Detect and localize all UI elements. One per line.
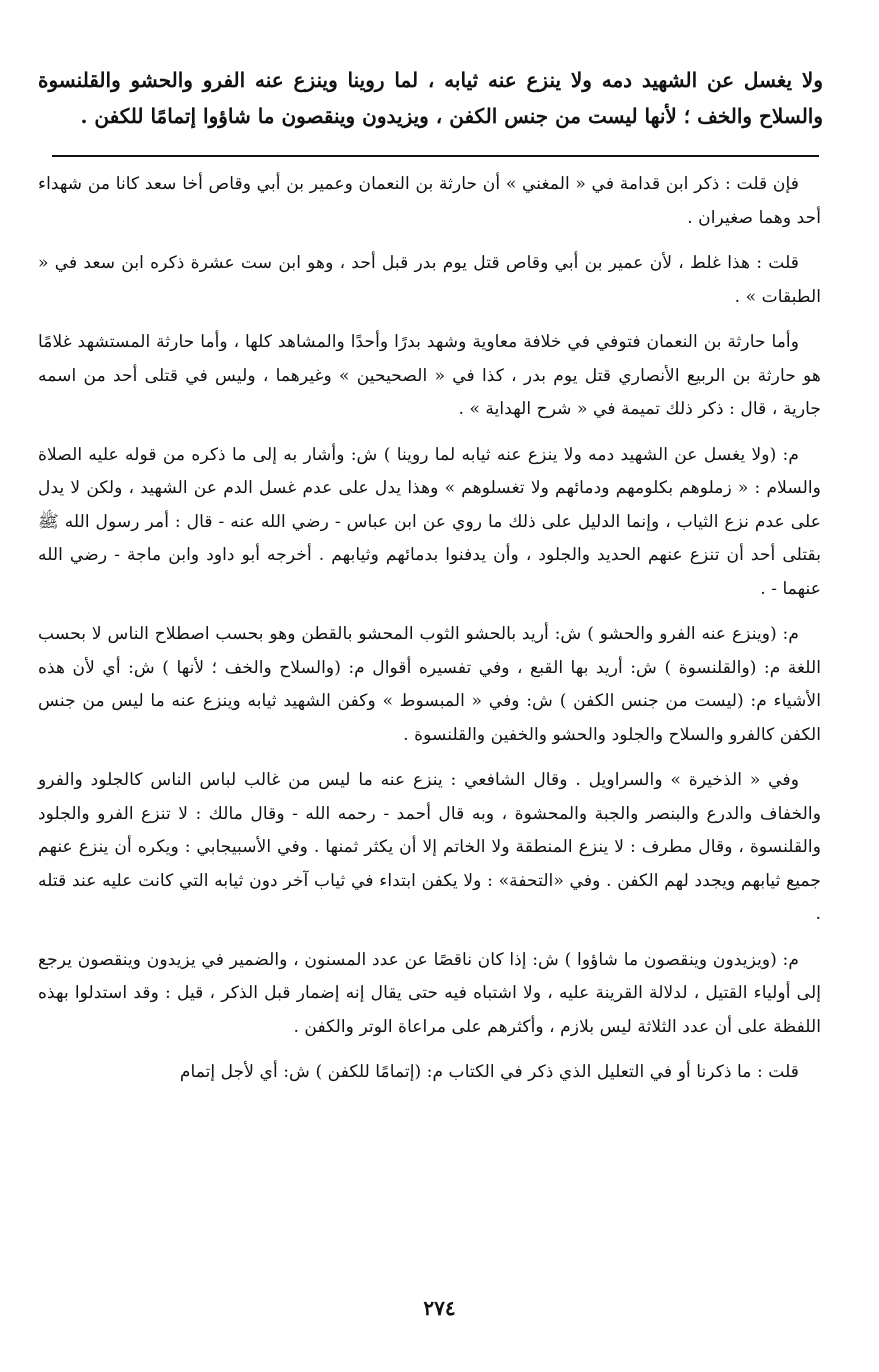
paragraph-5: م: (وينزع عنه الفرو والحشو ) ش: أريد بالحشو الثوب المحشو بالقطن وهو بحسب اصطلاح الناس لا بحسب اللغة م: (والقلنسوة ) ش: أريد بها القبع ، وفي تفسيره أقوال م: (والسلاح والخف ؛ لأنها ) ش: أي لأن هذه الأشياء م: (ليست من جنس الكفن ) ش: وفي « المبسوط » وكفن الشهيد ثيابه وينزع عنه ما ليس من جنس الكفن كالفرو والسلاح والجلود والحشو والخفين والقلنسوة . <box>38 624 821 745</box>
page-number: ٢٧٤ <box>423 1296 456 1320</box>
paragraph-2: قلت : هذا غلط ، لأن عمير بن أبي وقاص قتل يوم بدر قبل أحد ، وهو ابن ست عشرة ذكره ابن سعد في « الطبقات » . <box>38 253 821 307</box>
main-text-header: ولا يغسل عن الشهيد دمه ولا ينزع عنه ثيابه ، لما روينا وينزع عنه الفرو والحشو والقلنسوة والسلاح والخف ؛ لأنها ليست من جنس الكفن ، ويزيدون وينقصون ما شاؤوا إتمامًا للكفن . <box>38 68 823 128</box>
paragraph-8: قلت : ما ذكرنا أو في التعليل الذي ذكر في الكتاب م: (إتمامًا للكفن ) ش: أي لأجل إتمام <box>179 1062 799 1082</box>
section-divider <box>52 155 819 157</box>
paragraph-1: فإن قلت : ذكر ابن قدامة في « المغني » أن حارثة بن النعمان وعمير بن أبي وقاص أخا سعد كانا من شهداء أحد وهما صغيران . <box>38 174 821 228</box>
paragraph-4: م: (ولا يغسل عن الشهيد دمه ولا ينزع عنه ثيابه لما روينا ) ش: وأشار به إلى ما ذكره من قوله عليه الصلاة والسلام : « زملوهم بكلومهم ودمائهم ولا تغسلوهم » وهذا يدل على عدم غسل الدم عن الشهيد ، ولكن لا يدل على عدم نزع الثياب ، وإنما الدليل على ذلك ما روي عن ابن عباس - رضي الله عنه - قال : أمر رسول الله ﷺ بقتلى أحد أن تنزع عنهم الحديد والجلود ، وأن يدفنوا بدمائهم وثيابهم . أخرجه أبو داود وابن ماجة - رضي الله عنهما - . <box>38 444 821 599</box>
paragraph-6: وفي « الذخيرة » والسراويل . وقال الشافعي : ينزع عنه ما ليس من غالب لباس الناس كالجلود والفرو والخفاف والدرع والبنصر والجبة والمحشوة ، وبه قال أحمد - رحمه الله - وقال مالك : لا تنزع الفرو والجلود والقلنسوة ، وقال مطرف : لا ينزع المنطقة ولا الخاتم إلا أن يكثر ثمنها . وفي الأسبيجابي : ويكره أن ينزع عنهم جميع ثيابهم ويجدد لهم الكفن . وفي «التحفة» : ولا يكفن ابتداء في ثياب آخر دون ثيابه التي كانت عليه عند قتله . <box>38 770 821 924</box>
paragraph-7: م: (ويزيدون وينقصون ما شاؤوا ) ش: إذا كان ناقصًا عن عدد المسنون ، والضمير في يزيدون وينقصون يرجع إلى أولياء القتيل ، لدلالة القرينة عليه ، ولا اشتباه فيه حتى يقال إنه إضمار قبل الذكر ، قيل : وقد استدلوا بهذه اللفظة على أن عدد الثلاثة ليس بلازم ، وأكثرهم على مراعاة الوتر والكفن . <box>38 949 821 1037</box>
commentary-body <box>38 168 821 1102</box>
paragraph-3: وأما حارثة بن النعمان فتوفي في خلافة معاوية وشهد بدرًا وأحدًا والمشاهد كلها ، وأما حارثة المستشهد غلامًا هو حارثة بن الربيع الأنصاري قتل يوم بدر ، كذا في « الصحيحين » وغيرهما ، وليس في قتلى أحد من اسمه جارية ، قال : ذكر ذلك تميمة في « شرح الهداية » . <box>38 332 821 419</box>
